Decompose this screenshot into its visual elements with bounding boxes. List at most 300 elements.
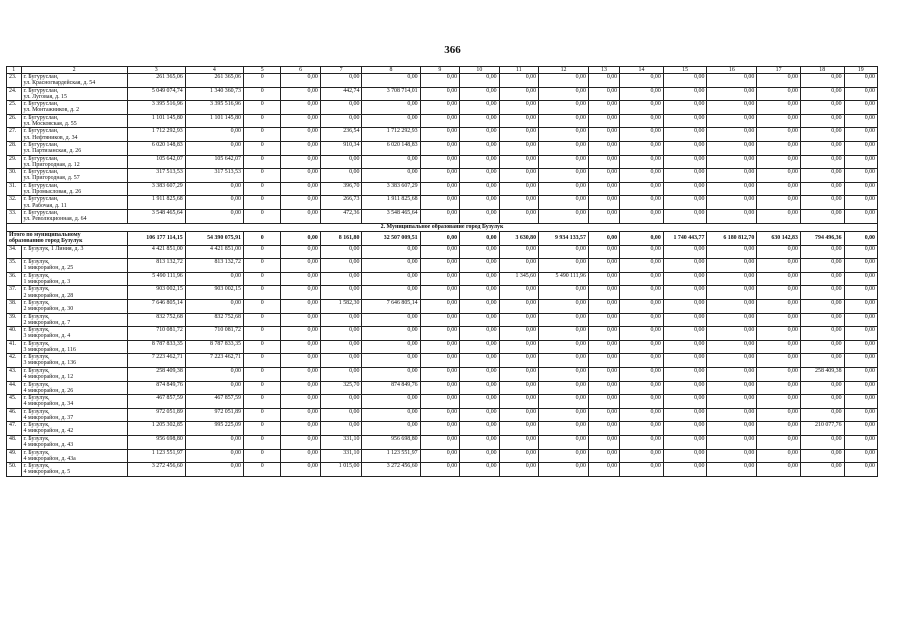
value-cell: 0,00 <box>499 395 538 409</box>
value-cell: 472,36 <box>320 210 362 224</box>
value-cell: 0,00 <box>844 408 877 422</box>
value-cell: 0,00 <box>362 354 420 368</box>
address-cell <box>21 463 127 477</box>
value-cell: 4 421 851,00 <box>185 245 243 259</box>
value-cell: 0,00 <box>844 286 877 300</box>
value-cell: 0,00 <box>539 300 589 314</box>
value-cell: 0,00 <box>844 272 877 286</box>
value-cell: 0 <box>243 300 280 314</box>
value-cell: 0,00 <box>663 313 707 327</box>
row-number: 38. <box>7 300 22 314</box>
value-cell: 0,00 <box>185 272 243 286</box>
total-value-cell: 9 934 133,57 <box>539 231 589 245</box>
value-cell: 0,00 <box>362 272 420 286</box>
value-cell: 0,00 <box>320 272 362 286</box>
value-cell: 0,00 <box>420 128 459 142</box>
value-cell: 0,00 <box>539 87 589 101</box>
value-cell: 0,00 <box>460 286 499 300</box>
value-cell: 0,00 <box>588 367 619 381</box>
value-cell: 0,00 <box>588 463 619 477</box>
value-cell: 0,00 <box>800 245 844 259</box>
value-cell: 0,00 <box>499 74 538 88</box>
total-value-cell: 8 161,80 <box>320 231 362 245</box>
value-cell: 0,00 <box>707 367 757 381</box>
value-cell: 0,00 <box>499 142 538 156</box>
address-cell <box>21 142 127 156</box>
value-cell: 0,00 <box>707 196 757 210</box>
value-cell: 0,00 <box>539 74 589 88</box>
value-cell: 0,00 <box>539 286 589 300</box>
value-cell: 0,00 <box>800 463 844 477</box>
address-line-2: ул. Промысловая, д. 26 <box>23 188 82 195</box>
column-number: 2 <box>21 67 127 74</box>
value-cell: 0,00 <box>663 182 707 196</box>
address-line-1: г. Бузулук, <box>23 422 50 429</box>
value-cell: 0,00 <box>800 114 844 128</box>
value-cell: 0,00 <box>281 128 320 142</box>
value-cell: 0,00 <box>281 155 320 169</box>
address-cell <box>21 381 127 395</box>
value-cell: 0,00 <box>800 327 844 341</box>
value-cell: 4 421 851,00 <box>127 245 185 259</box>
value-cell: 0,00 <box>620 272 664 286</box>
value-cell: 0,00 <box>460 449 499 463</box>
value-cell: 1 911 825,68 <box>362 196 420 210</box>
value-cell: 0,00 <box>620 435 664 449</box>
value-cell: 0,00 <box>800 155 844 169</box>
value-cell: 3 548 465,64 <box>362 210 420 224</box>
value-cell: 0,00 <box>620 259 664 273</box>
value-cell: 0,00 <box>460 245 499 259</box>
value-cell: 0,00 <box>588 169 619 183</box>
table-row <box>7 155 878 169</box>
address-cell <box>21 114 127 128</box>
value-cell: 0,00 <box>620 367 664 381</box>
value-cell: 832 752,68 <box>127 313 185 327</box>
value-cell: 0,00 <box>620 210 664 224</box>
value-cell: 0,00 <box>588 300 619 314</box>
address-cell <box>21 367 127 381</box>
value-cell: 0,00 <box>420 381 459 395</box>
row-number: 39. <box>7 313 22 327</box>
value-cell: 0,00 <box>460 196 499 210</box>
column-number: 6 <box>281 67 320 74</box>
column-number: 9 <box>420 67 459 74</box>
value-cell: 0 <box>243 340 280 354</box>
row-number: 41. <box>7 340 22 354</box>
value-cell: 0 <box>243 128 280 142</box>
value-cell: 0,00 <box>663 155 707 169</box>
table-row <box>7 286 878 300</box>
value-cell: 6 020 148,83 <box>127 142 185 156</box>
value-cell: 0,00 <box>620 182 664 196</box>
value-cell: 0,00 <box>499 463 538 477</box>
value-cell: 0,00 <box>800 354 844 368</box>
value-cell: 0,00 <box>362 422 420 436</box>
address-line-2: ул. Пригородная, д. 12 <box>23 161 80 168</box>
value-cell: 0,00 <box>281 435 320 449</box>
value-cell: 0,00 <box>800 87 844 101</box>
value-cell: 0,00 <box>362 327 420 341</box>
value-cell: 0 <box>243 422 280 436</box>
value-cell: 0,00 <box>620 169 664 183</box>
value-cell: 0 <box>243 87 280 101</box>
value-cell: 3 383 607,29 <box>127 182 185 196</box>
total-value-cell: 794 496,36 <box>800 231 844 245</box>
value-cell: 0,00 <box>707 435 757 449</box>
address-line-2: ул. Пригородная, д. 57 <box>23 175 80 182</box>
value-cell: 0,00 <box>620 463 664 477</box>
value-cell: 0,00 <box>539 101 589 115</box>
row-number: 26. <box>7 114 22 128</box>
value-cell: 0,00 <box>281 272 320 286</box>
value-cell: 0,00 <box>281 245 320 259</box>
column-number: 19 <box>844 67 877 74</box>
address-cell <box>21 74 127 88</box>
value-cell: 0,00 <box>757 286 801 300</box>
table-row <box>7 300 878 314</box>
table-row <box>7 245 878 259</box>
address-line-2: 1 микрорайон, д. 25 <box>23 265 74 272</box>
column-number: 5 <box>243 67 280 74</box>
value-cell: 0 <box>243 101 280 115</box>
table-row <box>7 422 878 436</box>
value-cell: 0,00 <box>620 87 664 101</box>
value-cell: 0,00 <box>588 313 619 327</box>
value-cell: 0,00 <box>320 340 362 354</box>
value-cell: 0,00 <box>499 435 538 449</box>
address-line-1: г. Бугуруслан, <box>23 101 59 108</box>
value-cell: 0,00 <box>539 182 589 196</box>
value-cell: 0 <box>243 327 280 341</box>
value-cell: 1 911 825,68 <box>127 196 185 210</box>
total-value-cell: 0,00 <box>420 231 459 245</box>
value-cell: 0,00 <box>663 463 707 477</box>
row-number: 35. <box>7 259 22 273</box>
value-cell: 0,00 <box>844 210 877 224</box>
register-table <box>6 66 878 477</box>
value-cell: 910,34 <box>320 142 362 156</box>
value-cell: 0,00 <box>460 101 499 115</box>
value-cell: 0,00 <box>707 381 757 395</box>
table-row <box>7 463 878 477</box>
address-line-2: 4 микрорайон, д. 5 <box>23 469 71 476</box>
address-cell <box>21 422 127 436</box>
value-cell: 0,00 <box>663 169 707 183</box>
value-cell: 0 <box>243 272 280 286</box>
value-cell: 0,00 <box>707 142 757 156</box>
value-cell: 0,00 <box>588 340 619 354</box>
value-cell: 0,00 <box>757 313 801 327</box>
value-cell: 0,00 <box>707 300 757 314</box>
value-cell: 0,00 <box>281 381 320 395</box>
address-line-2: 3 микрорайон, д. 4 <box>23 333 71 340</box>
address-cell <box>21 327 127 341</box>
address-line-1: г. Бузулук, <box>23 286 50 293</box>
value-cell: 0,00 <box>499 210 538 224</box>
total-label-line-2: образованию город Бузулук <box>9 237 83 244</box>
value-cell: 0,00 <box>800 74 844 88</box>
address-cell <box>21 196 127 210</box>
value-cell: 0,00 <box>460 395 499 409</box>
value-cell: 0,00 <box>281 367 320 381</box>
value-cell: 0,00 <box>663 272 707 286</box>
value-cell: 0 <box>243 463 280 477</box>
value-cell: 0,00 <box>588 87 619 101</box>
value-cell: 7 646 805,14 <box>127 300 185 314</box>
table-row <box>7 327 878 341</box>
value-cell: 0,00 <box>185 300 243 314</box>
value-cell: 1 101 145,80 <box>185 114 243 128</box>
value-cell: 0 <box>243 313 280 327</box>
address-line-1: г. Бузулук, <box>23 381 50 388</box>
value-cell: 0,00 <box>362 101 420 115</box>
column-number: 17 <box>757 67 801 74</box>
value-cell: 903 002,15 <box>185 286 243 300</box>
total-value-cell: 0,00 <box>281 231 320 245</box>
address-line-2: 2 микрорайон, д. 30 <box>23 306 74 313</box>
value-cell: 331,10 <box>320 449 362 463</box>
value-cell: 0,00 <box>757 155 801 169</box>
column-number: 14 <box>620 67 664 74</box>
value-cell: 956 698,80 <box>362 435 420 449</box>
value-cell: 0,00 <box>320 327 362 341</box>
column-number: 15 <box>663 67 707 74</box>
value-cell: 995 225,09 <box>185 422 243 436</box>
section-header-row <box>7 223 878 231</box>
value-cell: 0,00 <box>800 300 844 314</box>
value-cell: 0,00 <box>499 327 538 341</box>
value-cell: 0,00 <box>499 245 538 259</box>
value-cell: 0,00 <box>185 449 243 463</box>
value-cell: 0,00 <box>281 422 320 436</box>
total-value-cell: 0,00 <box>588 231 619 245</box>
value-cell: 0,00 <box>281 114 320 128</box>
value-cell: 0 <box>243 381 280 395</box>
value-cell: 0,00 <box>620 196 664 210</box>
value-cell: 0,00 <box>757 210 801 224</box>
value-cell: 0,00 <box>800 128 844 142</box>
value-cell: 0,00 <box>539 435 589 449</box>
value-cell: 0,00 <box>320 408 362 422</box>
value-cell: 0,00 <box>757 395 801 409</box>
value-cell: 0 <box>243 449 280 463</box>
value-cell: 0 <box>243 155 280 169</box>
value-cell: 0,00 <box>663 114 707 128</box>
value-cell: 7 223 462,71 <box>127 354 185 368</box>
value-cell: 0,00 <box>499 313 538 327</box>
total-value-cell: 0,00 <box>844 231 877 245</box>
address-line-1: г. Бузулук, <box>23 367 50 374</box>
value-cell: 0,00 <box>707 101 757 115</box>
value-cell: 0,00 <box>420 395 459 409</box>
value-cell: 0,00 <box>539 354 589 368</box>
value-cell: 0,00 <box>844 155 877 169</box>
address-line-2: ул. Красногвардейская, д. 54 <box>23 80 96 87</box>
value-cell: 0,00 <box>185 435 243 449</box>
value-cell: 0 <box>243 395 280 409</box>
value-cell: 0,00 <box>588 210 619 224</box>
total-value-cell: 1 740 443,77 <box>663 231 707 245</box>
address-line-1: г. Бузулук, <box>23 300 50 306</box>
value-cell: 0,00 <box>420 449 459 463</box>
value-cell: 0,00 <box>844 74 877 88</box>
value-cell: 0,00 <box>844 196 877 210</box>
value-cell: 0,00 <box>707 182 757 196</box>
value-cell: 0,00 <box>539 313 589 327</box>
value-cell: 258 409,38 <box>127 367 185 381</box>
address-line-2: 2 микрорайон, д. 28 <box>23 292 74 299</box>
row-number: 31. <box>7 182 22 196</box>
value-cell: 0,00 <box>499 196 538 210</box>
value-cell: 0,00 <box>663 367 707 381</box>
value-cell: 0,00 <box>420 422 459 436</box>
value-cell: 261 365,06 <box>127 74 185 88</box>
value-cell: 0,00 <box>620 327 664 341</box>
value-cell: 0,00 <box>844 422 877 436</box>
row-number: 44. <box>7 381 22 395</box>
value-cell: 0,00 <box>620 340 664 354</box>
table-row <box>7 313 878 327</box>
total-value-cell: 630 142,83 <box>757 231 801 245</box>
value-cell: 956 698,80 <box>127 435 185 449</box>
value-cell: 8 787 833,35 <box>185 340 243 354</box>
value-cell: 1 101 145,80 <box>127 114 185 128</box>
address-line-1: г. Бузулук, 1 Линия, д. 3 <box>23 245 84 252</box>
value-cell: 0,00 <box>281 449 320 463</box>
value-cell: 0,00 <box>320 74 362 88</box>
value-cell: 0 <box>243 182 280 196</box>
address-line-1: г. Бугуруслан, <box>23 155 59 162</box>
value-cell: 0,00 <box>420 286 459 300</box>
total-value-cell: 0,00 <box>460 231 499 245</box>
value-cell: 317 513,53 <box>185 169 243 183</box>
total-label <box>7 231 128 245</box>
table-row <box>7 142 878 156</box>
value-cell: 0,00 <box>420 87 459 101</box>
value-cell: 0,00 <box>185 128 243 142</box>
value-cell: 0,00 <box>707 87 757 101</box>
value-cell: 0,00 <box>588 395 619 409</box>
address-cell <box>21 101 127 115</box>
value-cell: 0,00 <box>620 286 664 300</box>
table-row <box>7 87 878 101</box>
table-row <box>7 114 878 128</box>
value-cell: 0,00 <box>588 272 619 286</box>
value-cell: 0,00 <box>362 245 420 259</box>
value-cell: 0,00 <box>420 408 459 422</box>
value-cell: 0,00 <box>362 155 420 169</box>
total-row <box>7 231 878 245</box>
row-number: 23. <box>7 74 22 88</box>
total-value-cell: 32 507 009,51 <box>362 231 420 245</box>
value-cell: 0,00 <box>539 196 589 210</box>
value-cell: 0,00 <box>499 169 538 183</box>
value-cell: 0,00 <box>620 101 664 115</box>
value-cell: 105 642,07 <box>185 155 243 169</box>
value-cell: 0,00 <box>757 101 801 115</box>
value-cell: 0,00 <box>757 408 801 422</box>
value-cell: 0,00 <box>281 169 320 183</box>
value-cell: 0,00 <box>620 155 664 169</box>
value-cell: 0,00 <box>362 408 420 422</box>
value-cell: 3 272 456,60 <box>127 463 185 477</box>
value-cell: 813 132,72 <box>185 259 243 273</box>
value-cell: 0,00 <box>185 367 243 381</box>
address-line-1: г. Бугуруслан, <box>23 210 59 217</box>
value-cell: 0,00 <box>460 259 499 273</box>
column-number: 18 <box>800 67 844 74</box>
value-cell: 874 849,76 <box>362 381 420 395</box>
value-cell: 0,00 <box>588 114 619 128</box>
value-cell: 0,00 <box>499 300 538 314</box>
value-cell: 0,00 <box>663 74 707 88</box>
value-cell: 1 205 302,85 <box>127 422 185 436</box>
value-cell: 0,00 <box>757 367 801 381</box>
value-cell: 0,00 <box>460 169 499 183</box>
value-cell: 0,00 <box>757 381 801 395</box>
value-cell: 0,00 <box>663 381 707 395</box>
value-cell: 210 077,76 <box>800 422 844 436</box>
value-cell: 3 395 516,96 <box>185 101 243 115</box>
value-cell: 0,00 <box>281 210 320 224</box>
value-cell: 813 132,72 <box>127 259 185 273</box>
value-cell: 0,00 <box>185 381 243 395</box>
row-number: 37. <box>7 286 22 300</box>
table-row <box>7 340 878 354</box>
row-number: 46. <box>7 408 22 422</box>
value-cell: 0,00 <box>757 169 801 183</box>
value-cell: 0,00 <box>800 381 844 395</box>
value-cell: 0,00 <box>320 245 362 259</box>
address-line-2: 4 микрорайон, д. 43 <box>23 442 74 449</box>
value-cell: 3 548 465,64 <box>127 210 185 224</box>
value-cell: 0 <box>243 435 280 449</box>
value-cell: 0,00 <box>362 313 420 327</box>
value-cell: 0,00 <box>185 210 243 224</box>
column-number-row <box>7 67 878 74</box>
value-cell: 0,00 <box>800 313 844 327</box>
value-cell: 0,00 <box>707 114 757 128</box>
column-number: 7 <box>320 67 362 74</box>
value-cell: 0,00 <box>663 87 707 101</box>
value-cell: 0,00 <box>844 340 877 354</box>
row-number: 36. <box>7 272 22 286</box>
value-cell: 0,00 <box>844 87 877 101</box>
value-cell: 0,00 <box>707 74 757 88</box>
value-cell: 0,00 <box>420 182 459 196</box>
address-line-2: ул. Луговая, д. 15 <box>23 93 67 100</box>
value-cell: 0,00 <box>663 300 707 314</box>
total-value-cell: 6 180 812,70 <box>707 231 757 245</box>
value-cell: 0,00 <box>539 114 589 128</box>
value-cell: 0,00 <box>757 327 801 341</box>
value-cell: 0,00 <box>320 155 362 169</box>
value-cell: 6 020 148,83 <box>362 142 420 156</box>
value-cell: 0,00 <box>539 395 589 409</box>
value-cell: 7 646 805,14 <box>362 300 420 314</box>
value-cell: 0,00 <box>539 142 589 156</box>
value-cell: 0,00 <box>281 286 320 300</box>
value-cell: 1 015,00 <box>320 463 362 477</box>
value-cell: 0,00 <box>663 354 707 368</box>
value-cell: 0,00 <box>539 245 589 259</box>
value-cell: 0,00 <box>281 196 320 210</box>
value-cell: 0,00 <box>800 435 844 449</box>
value-cell: 0,00 <box>844 169 877 183</box>
value-cell: 0 <box>243 408 280 422</box>
total-value-cell: 106 177 114,15 <box>127 231 185 245</box>
